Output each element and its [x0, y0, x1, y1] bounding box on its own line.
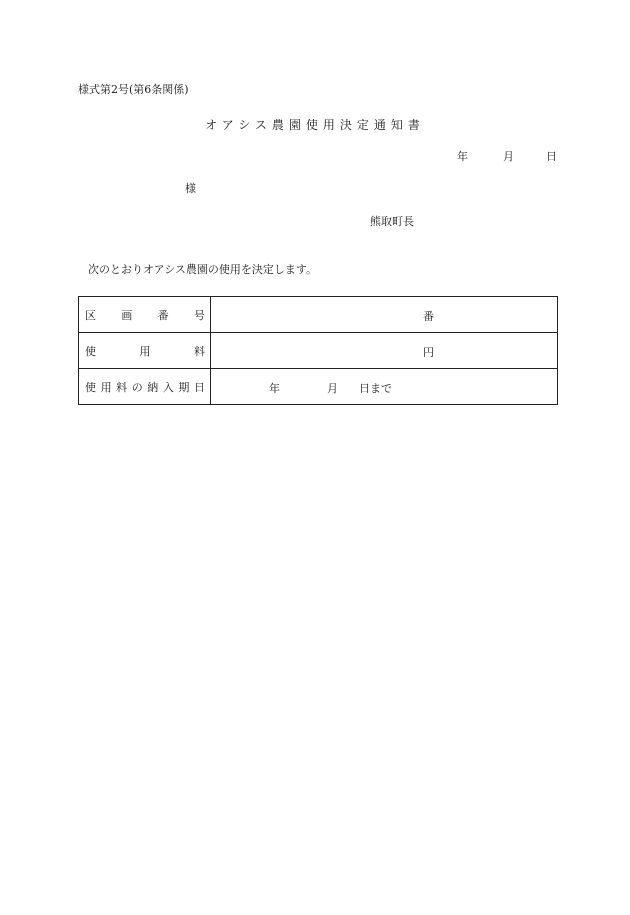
- table-row-plot-number: [79, 297, 558, 333]
- document-title: オアシス農園使用決定通知書: [205, 118, 425, 132]
- suffix-yen: 円: [423, 346, 434, 359]
- suffix-ban: 番: [423, 310, 434, 323]
- label-plot-number: 区画番号: [79, 297, 211, 333]
- due-year-unit: 年: [269, 382, 280, 395]
- issuer-name: 熊取町長: [370, 215, 414, 228]
- date-year-unit: 年: [457, 150, 468, 163]
- due-month-unit: 月: [327, 382, 338, 395]
- addressee-honorific: 様: [185, 182, 196, 195]
- value-plot-number: [211, 297, 558, 333]
- body-text: 次のとおりオアシス農園の使用を決定します。: [88, 263, 318, 276]
- label-due-date: 使用料の納入期日: [79, 369, 211, 405]
- value-due-date: [211, 369, 558, 405]
- date-month-unit: 月: [503, 150, 514, 163]
- table-row-due-date: [79, 369, 558, 405]
- plot-info-table: [78, 296, 558, 405]
- due-day-unit: 日まで: [359, 382, 392, 395]
- date-day-unit: 日: [546, 150, 557, 163]
- form-number: 様式第2号(第6条関係): [78, 83, 189, 96]
- value-fee: [211, 333, 558, 369]
- label-fee: 使用料: [79, 333, 211, 369]
- table-row-fee: [79, 333, 558, 369]
